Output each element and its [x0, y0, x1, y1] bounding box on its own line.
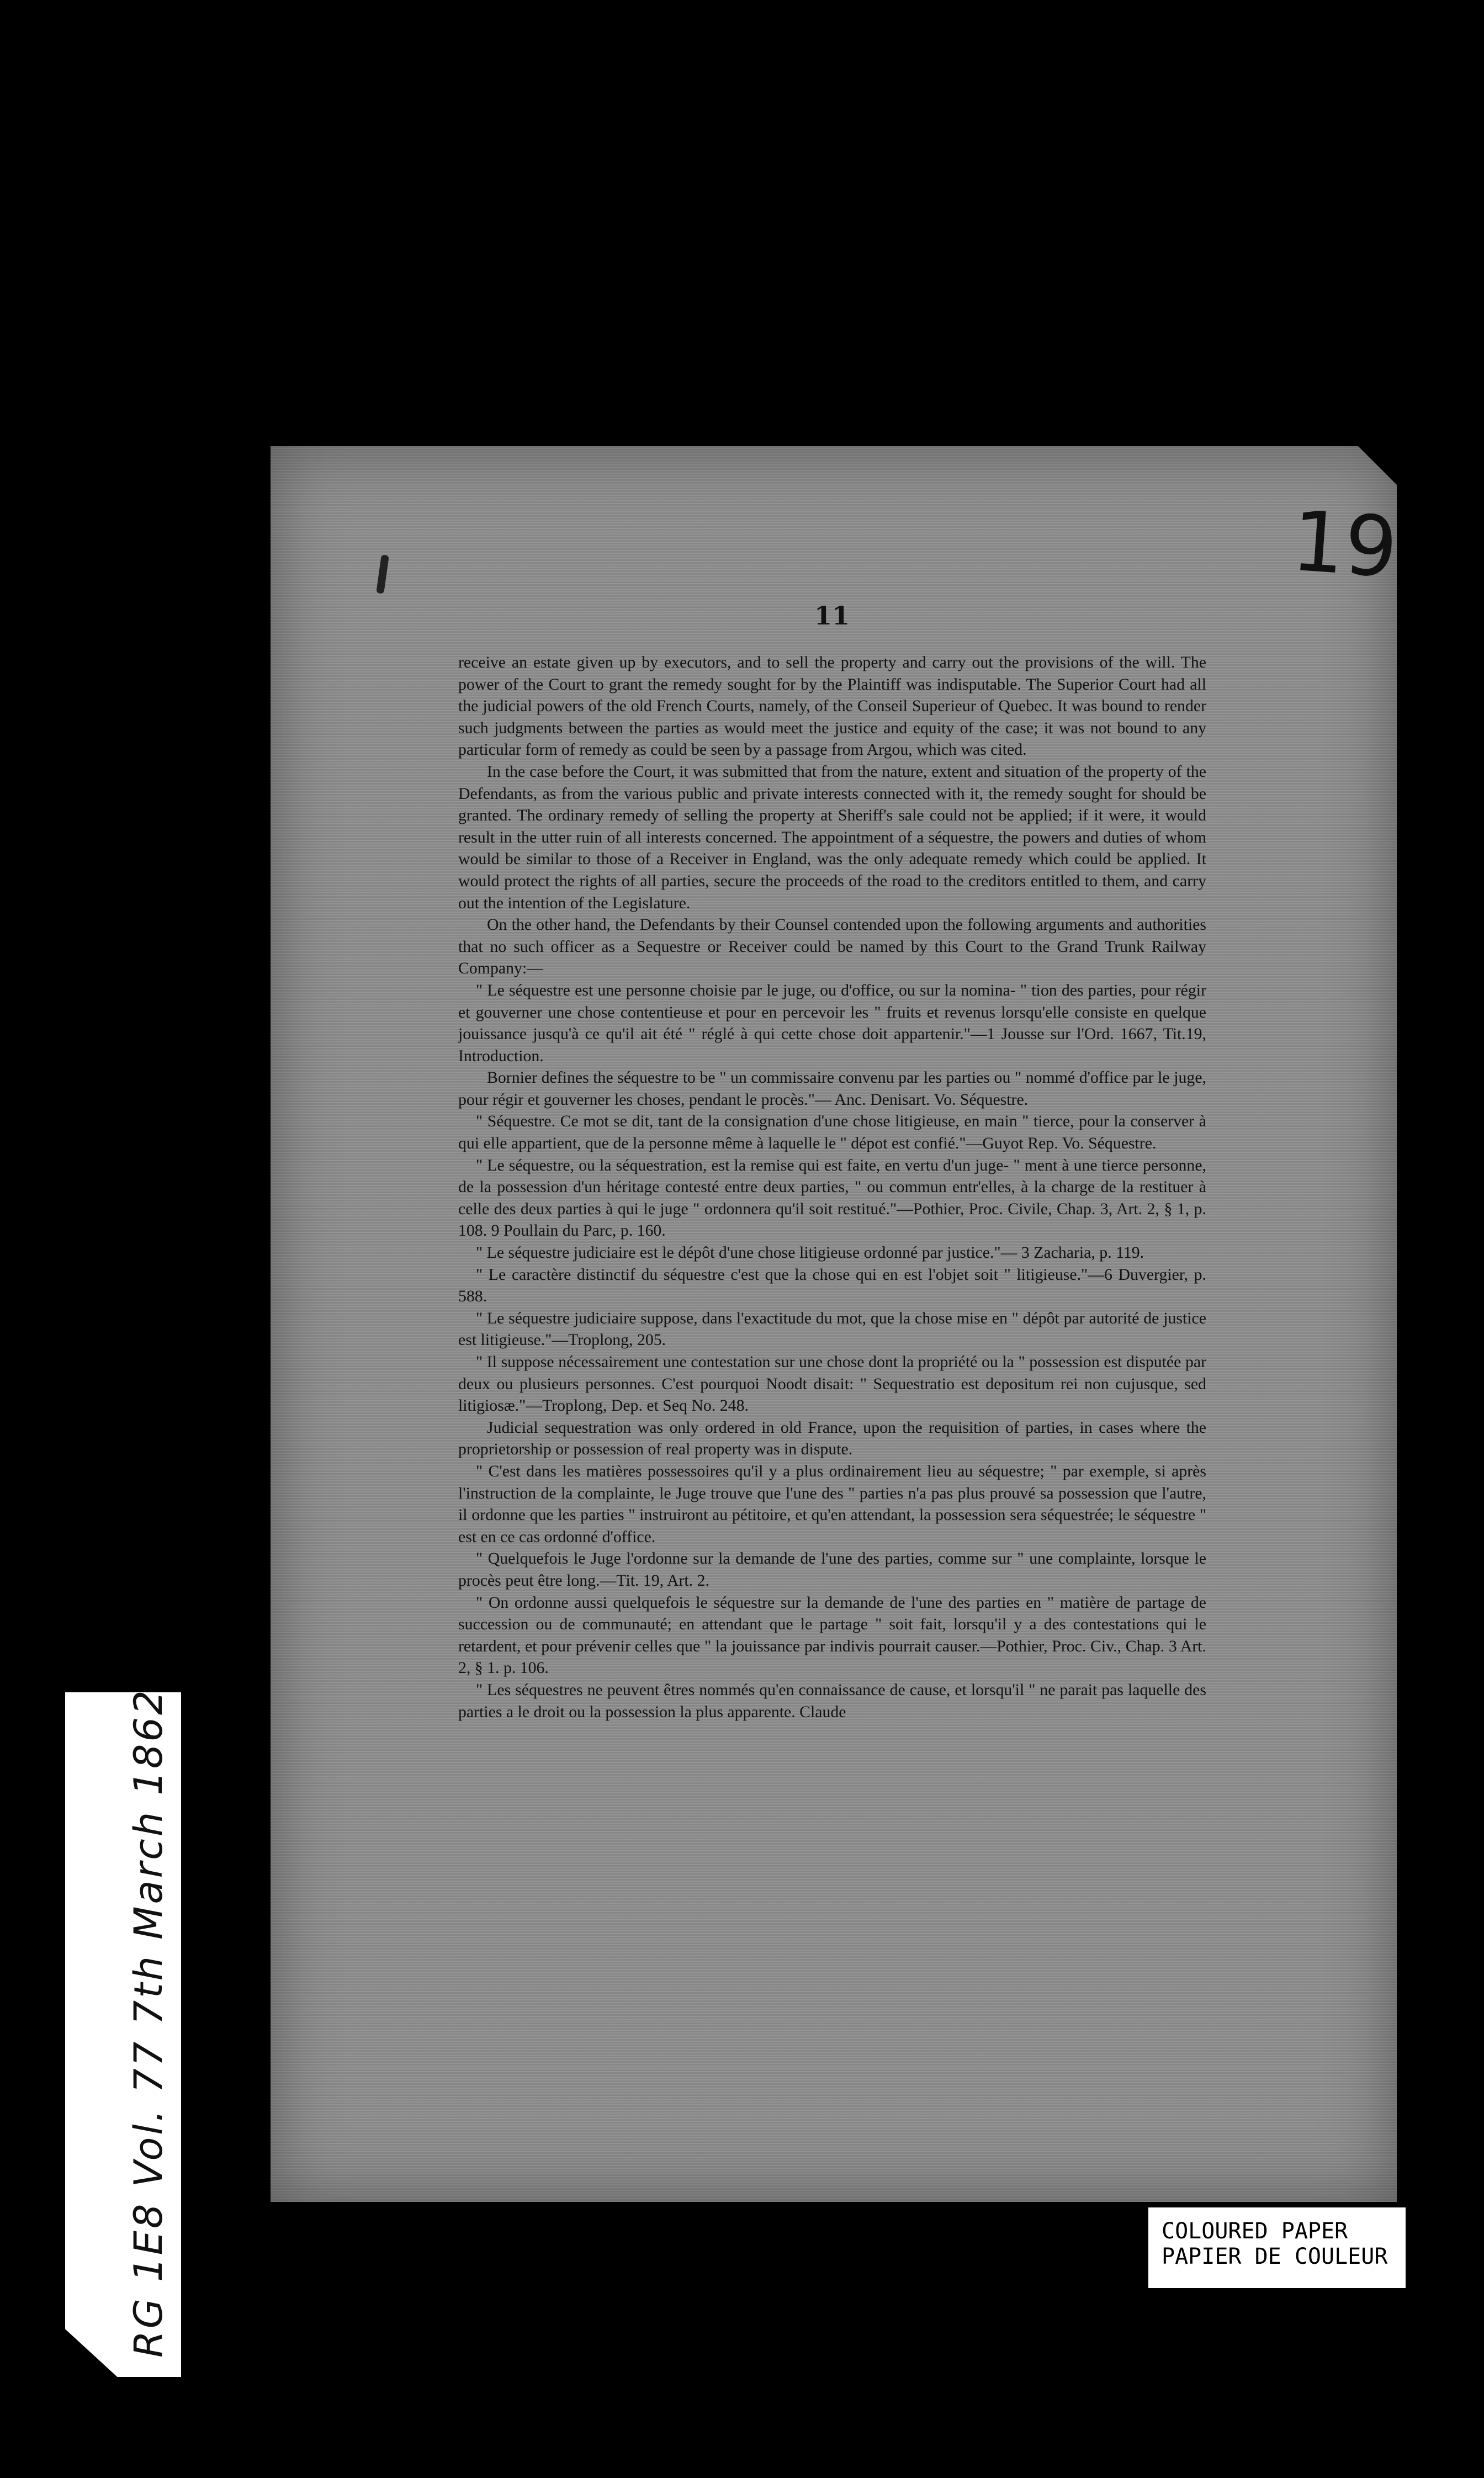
quote-paragraph: " Séquestre. Ce mot se dit, tant de la consignation d'une chose litigieuse, en main " tierce, pour la conserver à qui elle appartient, que de la personne même à laquelle le " dépot est confié."—Guyot Rep. Vo. Séquestre.: [458, 1112, 1206, 1153]
paragraph: On the other hand, the Defendants by their Counsel contended upon the following arguments and authorities that no such officer as a Sequestre or Receiver could be named by this Court to the Grand Trunk Railway Company:—: [458, 915, 1206, 978]
stamp-line-french: PAPIER DE COULEUR: [1162, 2244, 1388, 2269]
archive-reference: RG 1E8 Vol. 77 7th March 1862: [126, 1688, 171, 2358]
stamp-line-english: COLOURED PAPER: [1162, 2218, 1348, 2244]
paragraph: In the case before the Court, it was submitted that from the nature, extent and situation of the property of the Defendants, as from the various public and private interests connected with it, the remedy sought for should be granted. The ordinary remedy of selling the property at Sheriff's sale could not be applied; if it were, it would result in the utter ruin of all interests concerned. The appointment of a séquestre, the powers and duties of whom would be similar to those of a Receiver in England, was the only adequate remedy which could be applied. It would protect the rights of all parties, secure the proceeds of the road to the creditors entitled to them, and carry out the intention of the Legislature.: [458, 762, 1206, 912]
quote-paragraph: " Le séquestre judiciaire suppose, dans l'exactitude du mot, que la chose mise en " dépôt par autorité de justice est litigieuse."—Troplong, 205.: [458, 1309, 1206, 1349]
quote-paragraph: " Le séquestre judiciaire est le dépôt d'une chose litigieuse ordonné par justice."— 3 Zacharia, p. 119.: [476, 1243, 1144, 1262]
paragraph: Bornier defines the séquestre to be " un commissaire convenu par les parties ou " nommé d'office par le juge, pour régir et gouverner les choses, pendant le procès."— Anc. Denisart. Vo. Séquestre.: [458, 1068, 1206, 1109]
quote-paragraph: " Il suppose nécessairement une contestation sur une chose dont la propriété ou la " possession est disputée par deux ou plusieurs personnes. C'est pourquoi Noodt disait: " Sequestratio est depositum rei non cujusque, sed litigiosæ."—Troplong, Dep. et Seq No. 248.: [458, 1353, 1206, 1415]
quote-paragraph: " C'est dans les matières possessoires qu'il y a plus ordinairement lieu au séquestre; " par exemple, si après l'instruction de la complainte, le Juge trouve que l'une des " parties n'a pas plus prouvé sa possession que l'autre, il ordonne que les parties " instruiront au pétitoire, et qu'en attendant, la possession sera séquestrée; le séquestre " est en ce cas ordonné d'office.: [458, 1462, 1206, 1546]
quote-paragraph: " Quelquefois le Juge l'ordonne sur la demande de l'une des parties, comme sur " une complainte, lorsque le procès peut être long.—Tit. 19, Art. 2.: [458, 1549, 1206, 1590]
page-corner: [1358, 446, 1397, 485]
quote-paragraph: " Le séquestre est une personne choisie par le juge, ou d'office, ou sur la nomina- " tion des parties, pour régir et gouverner une chose contentieuse et pour en percevoir les " fruits et revenus lorsqu'elle consiste en quelque jouissance jusqu'à ce qu'il ait été " réglé à qui cette chose doit appartenir."—1 Jousse sur l'Ord. 1667, Tit.19, Introduction.: [458, 981, 1206, 1065]
quote-paragraph: " Le séquestre, ou la séquestration, est la remise qui est faite, en vertu d'un juge- " ment à une tierce personne, de la possession d'un héritage contesté entre deux parties, " ou commun entr'elles, à la charge de la restituer à celle des deux parties à qui le juge " ordonnera qu'il soit restitué."—Pothier, Proc. Civile, Chap. 3, Art. 2, § 1, p. 108. 9 Poullain du Parc, p. 160.: [458, 1156, 1206, 1240]
quote-paragraph: " On ordonne aussi quelquefois le séquestre sur la demande de l'une des parties en " matière de partage de succession ou de communauté; en attendant que le partage " soit fait, lorsqu'il y a des contestations qui le retardent, et pour prévenir celles que " la jouissance par indivis pourrait causer.—Pothier, Proc. Civ., Chap. 3 Art. 2, § 1. p. 106.: [458, 1593, 1206, 1677]
paragraph: Judicial sequestration was only ordered in old France, upon the requisition of parties, in cases where the proprietorship or possession of real property was in dispute.: [458, 1418, 1206, 1459]
quote-paragraph: " Le caractère distinctif du séquestre c'est que la chose qui en est l'objet soit " litigieuse."—6 Duvergier, p. 588.: [458, 1265, 1206, 1306]
coloured-paper-stamp: [1147, 2206, 1407, 2289]
body-text: [458, 652, 1206, 1723]
paragraph: receive an estate given up by executors, and to sell the property and carry out the provisions of the will. The power of the Court to grant the remedy sought for by the Plaintiff was indisputable. The Superior Court had all the judicial powers of the old French Courts, namely, of the Conseil Superieur of Quebec. It was bound to render such judgments between the parties as would meet the justice and equity of the case; it was not bound to any particular form of remedy as could be seen by a passage from Argou, which was cited.: [458, 653, 1206, 759]
handwritten-folio-number: 19: [1289, 493, 1401, 597]
quote-paragraph: " Les séquestres ne peuvent êtres nommés qu'en connaissance de cause, et lorsqu'il " ne parait pas laquelle des parties a le droit ou la possession la plus apparente. Claude: [458, 1680, 1206, 1721]
page-number: 11: [814, 601, 850, 631]
